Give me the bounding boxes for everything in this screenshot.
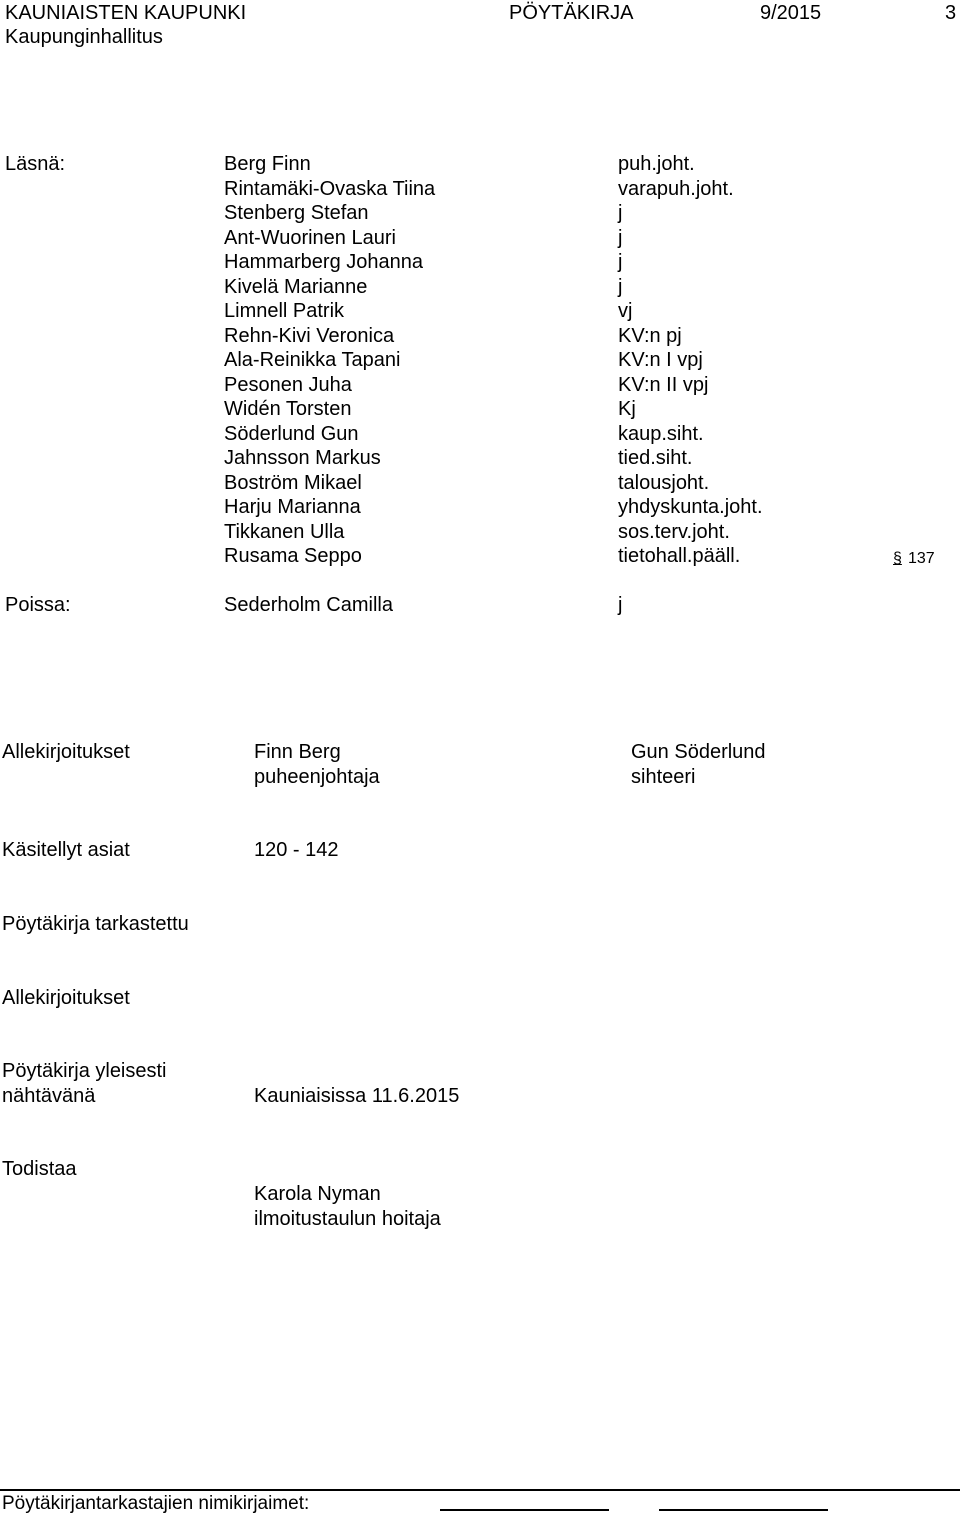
secretary-title: sihteeri [631,765,696,788]
signatures-label: Allekirjoitukset [2,741,130,763]
attendee-role: j [618,251,623,273]
attendee-role: j [618,226,623,249]
public-label-line2: nähtävänä [2,1084,96,1107]
attendee-name: Limnell Patrik [224,300,345,322]
chair-title: puheenjohtaja [254,765,380,788]
attendee-role: talousjoht. [618,471,710,494]
items-value: 120 - 142 [254,839,339,861]
signatures2-label: Allekirjoitukset [2,987,130,1009]
chair-name: Finn Berg [254,741,341,763]
attendee-role: j [618,202,623,224]
document-type: PÖYTÄKIRJA [509,2,634,24]
checked-label: Pöytäkirja tarkastettu [2,913,189,935]
attendee-name: Jahnsson Markus [224,447,381,469]
items-label: Käsitellyt asiat [2,839,130,861]
attendee-role: sos.terv.joht. [618,520,730,543]
attendee-name: Berg Finn [224,153,311,175]
attendee-role: yhdyskunta.joht. [618,496,763,518]
public-value: Kauniaisissa 11.6.2015 [254,1084,460,1107]
footer-divider [0,1489,960,1491]
body-name: Kaupunginhallitus [5,26,163,48]
attendee-name: Harju Marianna [224,496,361,518]
paragraph-sign: § [893,550,902,567]
initials-line-2 [659,1509,828,1511]
public-label-line1: Pöytäkirja yleisesti [2,1060,167,1082]
present-label: Läsnä: [5,153,66,175]
attendee-name: Rintamäki-Ovaska Tiina [224,177,436,200]
attendee-name: Rusama Seppo [224,545,362,567]
issue-number: 9/2015 [760,2,822,24]
attendee-role: KV:n pj [618,324,682,347]
attendee-name: Kivelä Marianne [224,275,368,298]
attendee-name: Boström Mikael [224,471,362,494]
attendee-name: Rehn-Kivi Veronica [224,324,395,347]
paragraph-number: 137 [908,550,935,567]
attendee-role: vj [618,300,633,322]
attendee-name: Söderlund Gun [224,422,359,445]
certify-title: ilmoitustaulun hoitaja [254,1207,441,1230]
attendee-name: Ant-Wuorinen Lauri [224,226,396,249]
absent-role: j [618,594,623,616]
org-name: KAUNIAISTEN KAUPUNKI [5,2,247,24]
attendee-role: puh.joht. [618,153,695,175]
attendee-role: kaup.siht. [618,422,704,445]
attendee-role: KV:n II vpj [618,373,709,396]
attendee-name: Stenberg Stefan [224,202,369,224]
attendee-name: Widén Torsten [224,398,352,420]
attendee-role: varapuh.joht. [618,177,734,200]
attendee-role: KV:n I vpj [618,349,703,371]
certify-label: Todistaa [2,1158,77,1180]
attendee-name: Hammarberg Johanna [224,251,423,273]
attendee-role: Kj [618,398,636,420]
absent-name: Sederholm Camilla [224,594,393,616]
footer-label: Pöytäkirjantarkastajien nimikirjaimet: [2,1493,310,1514]
attendee-name: Tikkanen Ulla [224,520,345,543]
attendee-role: tied.siht. [618,447,693,469]
page-number: 3 [945,2,957,24]
secretary-name: Gun Söderlund [631,741,766,763]
attendee-role: tietohall.pääll. [618,545,741,567]
absent-label: Poissa: [5,594,71,616]
initials-line-1 [440,1509,609,1511]
attendee-name: Ala-Reinikka Tapani [224,349,401,371]
attendee-role: j [618,275,623,298]
certify-name: Karola Nyman [254,1183,381,1205]
attendee-name: Pesonen Juha [224,373,352,396]
